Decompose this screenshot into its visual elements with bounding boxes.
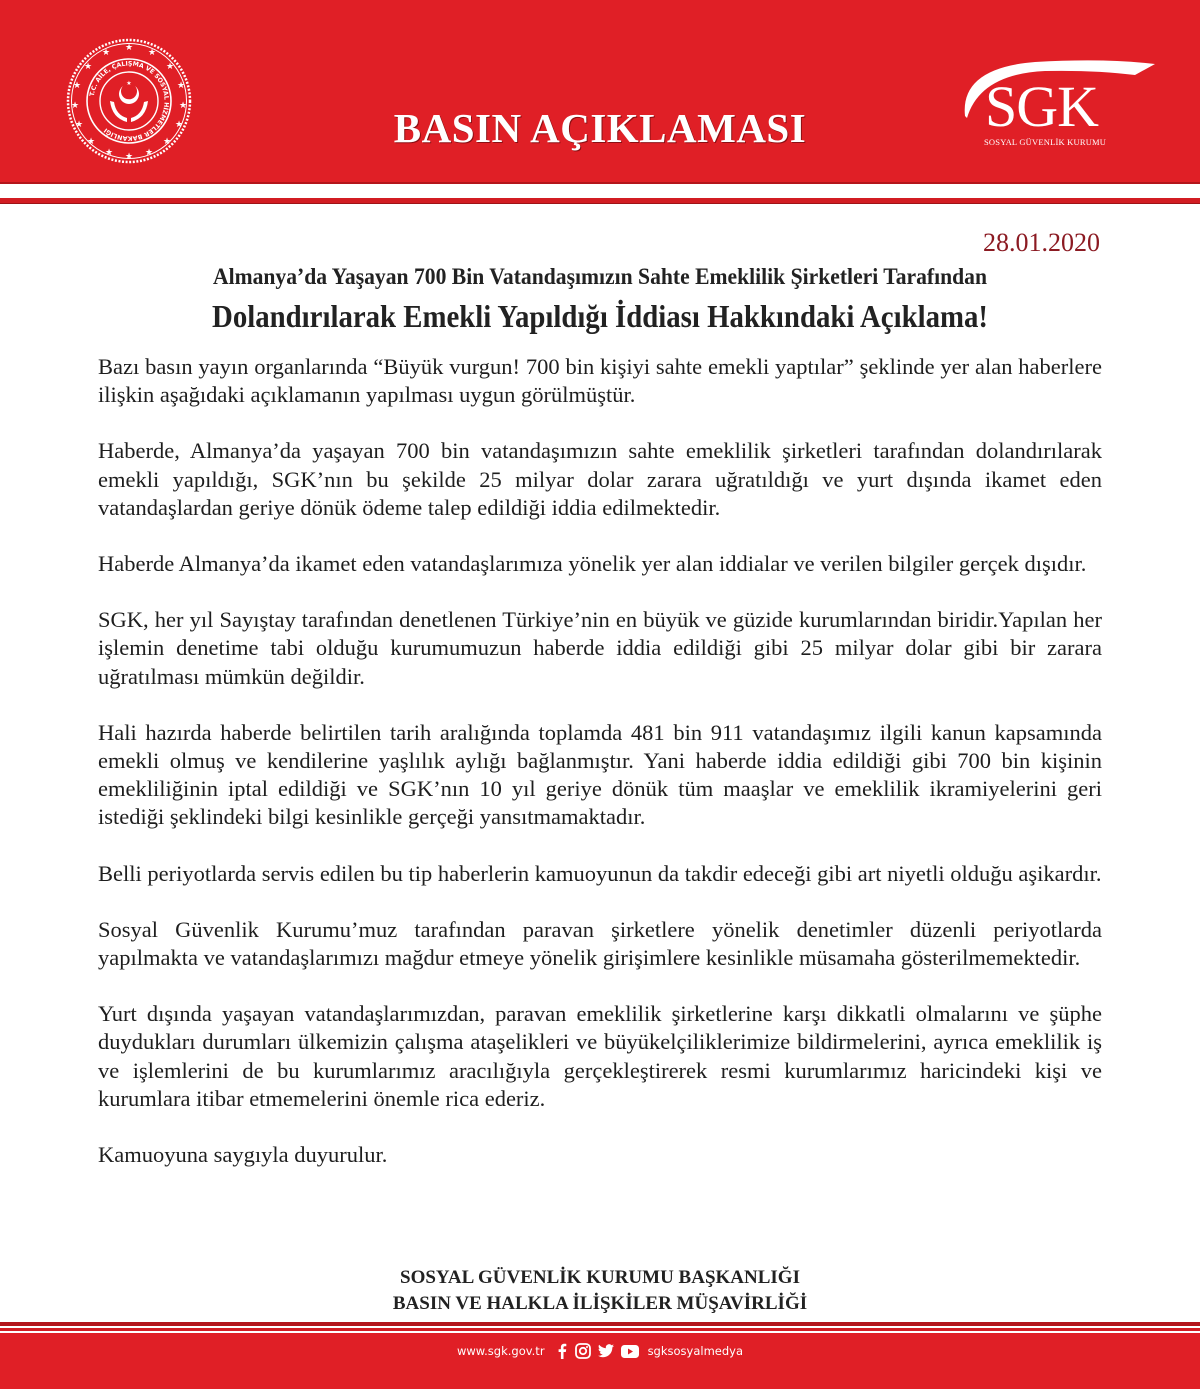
sgk-logo-icon — [955, 48, 1155, 148]
svg-text:T.C. AİLE, ÇALIŞMA VE SOSYAL H: T.C. AİLE, ÇALIŞMA VE SOSYAL HİZMETLER BAKANLIĞI — [88, 60, 170, 142]
svg-text:★: ★ — [72, 80, 82, 90]
signature-block — [300, 1265, 900, 1317]
paragraph-4: SGK, her yıl Sayıştay tarafından denetlenen Türkiye’nin en büyük ve güzide kurumlarından biridir.Yapılan her işlemin denetime tabi olduğu kurumumuzun haberde iddia edildiği gibi 25 milyar dolar gibi bir zarara uğratılması mümkün değildir. — [98, 607, 1102, 689]
svg-text:★: ★ — [101, 47, 111, 57]
svg-text:★: ★ — [124, 42, 134, 52]
paragraph-1: Bazı basın yayın organlarında “Büyük vurgun! 700 bin kişiyi sahte emekli yaptılar” şeklinde yer alan haberlere ilişkin aşağıdaki açıklamanın yapılması uygun görülmüştür. — [98, 354, 1102, 408]
svg-text:★: ★ — [104, 147, 114, 157]
facebook-icon[interactable] — [556, 1343, 568, 1359]
footer-divider-bottom — [0, 1328, 1200, 1331]
footer-contact-row — [0, 1343, 1200, 1359]
website-link[interactable]: www.sgk.gov.tr — [456, 1344, 545, 1358]
footer-bar — [0, 1333, 1200, 1389]
sgk-subtitle: SOSYAL GÜVENLİK KURUMU — [984, 137, 1107, 147]
svg-text:★: ★ — [83, 61, 93, 71]
social-handle[interactable]: sgksosyalmedya — [647, 1344, 744, 1358]
svg-text:★: ★ — [178, 100, 188, 110]
instagram-icon[interactable] — [575, 1343, 591, 1359]
press-release-header — [0, 0, 1200, 184]
svg-text:★: ★ — [176, 80, 186, 90]
headline-line-2: Dolandırılarak Emekli Yapıldığı İddiası Hakkındaki Açıklama! — [212, 298, 988, 334]
svg-text:★: ★ — [147, 47, 157, 57]
ministry-emblem-icon — [66, 38, 192, 164]
closing-line: Kamuoyuna saygıyla duyurulur. — [98, 1142, 388, 1168]
svg-text:★: ★ — [74, 119, 84, 129]
paragraph-6: Belli periyotlarda servis edilen bu tip haberlerin kamuoyunun da takdir edeceği gibi art niyetli olduğu aşikardır. — [98, 860, 1102, 886]
signature-line-1: SOSYAL GÜVENLİK KURUMU BAŞKANLIĞI — [400, 1267, 800, 1288]
svg-text:★: ★ — [174, 119, 184, 129]
release-date: 28.01.2020 — [983, 228, 1100, 257]
paragraph-8: Yurt dışında yaşayan vatandaşlarımızdan, paravan emeklilik şirketlerine karşı dikkatli olmalarını ve şüphe duydukları durumları ülkemizin çalışma ataşelikleri ve büyükelçiliklerimize bildirmelerini, ayrıca emeklilik iş ve işlemlerini de bu kurumlarımız aracılığıyla gerçekleştirerek resmi kurumlarımız haricindeki kişi ve kurumlara itibar etmemelerini önemle rica ederiz. — [98, 1001, 1102, 1111]
paragraph-3: Haberde Almanya’da ikamet eden vatandaşlarımıza yönelik yer alan iddialar ve verilen bilgiler gerçek dışıdır. — [98, 551, 1087, 577]
paragraph-5: Hali hazırda haberde belirtilen tarih aralığında toplamda 481 bin 911 vatandaşımız ilgili kanun kapsamında emekli olmuş ve kendilerine yaşlılık aylığı bağlanmıştır. Yani haberde iddia edildiği gibi 700 bin kişinin emekliliğinin iptal edildiği ve SGK’nın 10 yıl geriye dönük tüm maaşlar ve emeklilik ikramiyelerini geri istediği şeklindeki bilgi kesinlikle gerçeği yansıtmamaktadır. — [98, 719, 1102, 830]
headline-line-1: Almanya’da Yaşayan 700 Bin Vatandaşımızın Sahte Emeklilik Şirketleri Tarafından — [212, 264, 988, 290]
svg-text:★: ★ — [165, 61, 175, 71]
press-release-title: BASIN AÇIKLAMASI — [393, 105, 807, 151]
twitter-icon[interactable] — [598, 1344, 614, 1358]
sgk-letters: SGK — [985, 74, 1099, 139]
svg-text:★: ★ — [70, 100, 80, 110]
paragraph-7: Sosyal Güvenlik Kurumu’muz tarafından paravan şirketlere yönelik denetimler düzenli periyotlarda yapılmakta ve vatandaşlarımızı mağdur etmeye yönelik girişimlere kesinlikle müsamaha gösterilmemektedir. — [98, 916, 1102, 971]
signature-line-2: BASIN VE HALKLA İLİŞKİLER MÜŞAVİRLİĞİ — [392, 1293, 808, 1314]
svg-text:★: ★ — [86, 136, 96, 146]
svg-text:★: ★ — [126, 81, 132, 87]
svg-text:★: ★ — [162, 136, 172, 146]
release-body — [98, 353, 1102, 1169]
svg-text:★: ★ — [124, 151, 134, 161]
header-white-stripe — [0, 184, 1200, 198]
svg-text:★: ★ — [144, 147, 154, 157]
paragraph-2: Haberde, Almanya’da yaşayan 700 bin vatandaşımızın sahte emeklilik şirketleri tarafından dolandırılarak emekli yapıldığı, SGK’nın bu şekilde 25 milyar dolar zarara uğratıldığı ve yurt dışında ikamet eden vatandaşlardan geriye dönük ödeme talep edildiği iddia edilmektedir. — [98, 438, 1102, 520]
footer-divider-top — [0, 1322, 1200, 1326]
header-divider-bottom — [0, 198, 1200, 204]
youtube-icon[interactable] — [621, 1345, 639, 1358]
